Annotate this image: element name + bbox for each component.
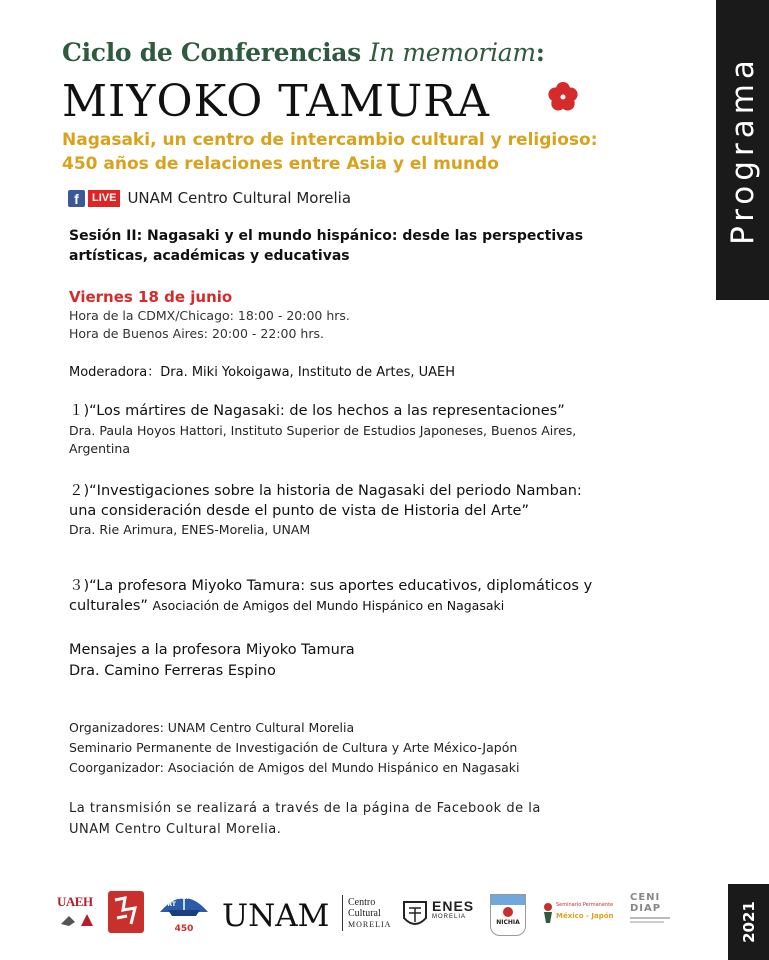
- facebook-icon: f: [68, 190, 85, 207]
- seminario-figure-icon: [542, 902, 554, 924]
- talk-1-author: [69, 422, 649, 458]
- organizers-line-2: Seminario Permanente de Investigación de Cultura y Arte México-Japón: [69, 740, 518, 755]
- ccm-line-1: Centro: [348, 897, 376, 908]
- talk-3-number: ３): [69, 578, 90, 594]
- live-badge: LIVE: [88, 190, 120, 207]
- talk-3-title-line-1: “La profesora Miyoko Tamura: sus aportes educativos, diplomáticos y: [89, 578, 593, 594]
- series-title-italic: In memoriam: [369, 38, 536, 67]
- talk-2-title-line-1: “Investigaciones sobre la historia de Nagasaki del periodo Namban:: [89, 483, 582, 499]
- nagasaki-450-text: 450: [174, 924, 194, 934]
- subtitle-line-1: Nagasaki, un centro de intercambio cultural y religioso:: [62, 130, 598, 150]
- talk-2-number: ２): [69, 483, 90, 499]
- red-flower-icon: [548, 82, 578, 112]
- programa-side-banner: [716, 0, 769, 300]
- transmission-line-1: La transmisión se realizará a través de la página de Facebook de la: [69, 801, 541, 816]
- talk-1-number: １): [69, 403, 90, 419]
- organizers: [69, 718, 520, 778]
- cenidiap-line-2: DIAP: [630, 903, 662, 914]
- uaeh-logo-text: UAEH: [57, 894, 93, 909]
- seminario-line-2: México - Japón: [556, 912, 614, 920]
- organizers-line-3: Coorganizador: Asociación de Amigos del Mundo Hispánico en Nagasaki: [69, 760, 520, 775]
- time-cdmx: Hora de la CDMX/Chicago: 18:00 - 20:00 hrs.: [69, 308, 350, 323]
- red-seal-logo-icon: [107, 890, 145, 934]
- messages-line-2: Dra. Camino Ferreras Espino: [69, 663, 276, 679]
- moderator: Moderadora：Dra. Miki Yokoigawa, Instituto de Artes, UAEH: [69, 365, 456, 380]
- facebook-live-row: [68, 189, 351, 207]
- sponsor-logos: [52, 888, 692, 948]
- talk-3-title-line-2: culturales”: [69, 598, 148, 614]
- honoree-name: MIYOKO TAMURA: [62, 76, 491, 127]
- session-title: [69, 226, 649, 266]
- year-label: 2021: [739, 901, 758, 943]
- unam-logo: UNAM: [222, 898, 330, 934]
- talk-1-title: [69, 401, 669, 421]
- enes-logo: [432, 898, 474, 920]
- broadcast-channel: UNAM Centro Cultural Morelia: [127, 189, 352, 207]
- event-subtitle: [62, 128, 662, 176]
- talk-1-author-line-2: Argentina: [69, 441, 130, 456]
- programa-label: Programa: [724, 55, 761, 245]
- unam-divider: [342, 895, 343, 931]
- enes-sub-text: MORELIA: [432, 914, 467, 920]
- enes-text: ENES: [432, 898, 475, 914]
- messages-line-1: Mensajes a la profesora Miyoko Tamura: [69, 642, 355, 658]
- cenidiap-logo: [630, 892, 680, 923]
- time-buenos-aires: Hora de Buenos Aires: 20:00 - 22:00 hrs.: [69, 326, 324, 341]
- talk-2-title-line-2: una consideración desde el punto de vista de Historia del Arte”: [69, 503, 529, 519]
- nagasaki-port-text: NAGASAKI PORT: [158, 894, 194, 908]
- talk-2-title: [69, 481, 669, 521]
- uaeh-emblem-icon: [57, 910, 99, 930]
- transmission-note: [69, 798, 629, 840]
- year-side-banner: [728, 884, 769, 960]
- nagasaki-port-logo: [156, 890, 212, 940]
- talk-1-title-text: “Los mártires de Nagasaki: de los hechos a las representaciones”: [89, 403, 565, 419]
- series-title-suffix: :: [535, 38, 545, 67]
- transmission-line-2: UNAM Centro Cultural Morelia.: [69, 822, 282, 837]
- series-title-prefix: Ciclo de Conferencias: [62, 38, 370, 67]
- unam-crest-icon: [402, 900, 428, 930]
- talk-3-title: [69, 576, 669, 616]
- subtitle-line-2: 450 años de relaciones entre Asia y el mundo: [62, 154, 499, 174]
- centro-cultural-morelia-logo: [348, 897, 391, 930]
- ccm-line-3: MORELIA: [348, 920, 392, 929]
- messages-section: [69, 640, 355, 682]
- nichia-text: NICHIA: [496, 919, 520, 926]
- session-title-line-2: artísticas, académicas y educativas: [69, 248, 350, 264]
- uaeh-logo: [57, 894, 99, 934]
- talk-1-author-line-1: Dra. Paula Hoyos Hattori, Instituto Superior de Estudios Japoneses, Buenos Aires,: [69, 423, 577, 438]
- session-title-line-1: Sesión II: Nagasaki y el mundo hispánico: desde las perspectivas: [69, 228, 584, 244]
- talk-3-author: Asociación de Amigos del Mundo Hispánico en Nagasaki: [152, 598, 505, 613]
- nichia-logo: [490, 894, 526, 936]
- talk-2-author: Dra. Rie Arimura, ENES-Morelia, UNAM: [69, 522, 311, 537]
- organizers-line-1: Organizadores: UNAM Centro Cultural Morelia: [69, 720, 355, 735]
- ccm-line-2: Cultural: [348, 908, 381, 919]
- seminario-line-1: Seminario Permanente: [556, 902, 614, 908]
- cenidiap-line-1: CENI: [630, 892, 661, 903]
- event-date: Viernes 18 de junio: [69, 288, 233, 306]
- series-title: [62, 38, 545, 67]
